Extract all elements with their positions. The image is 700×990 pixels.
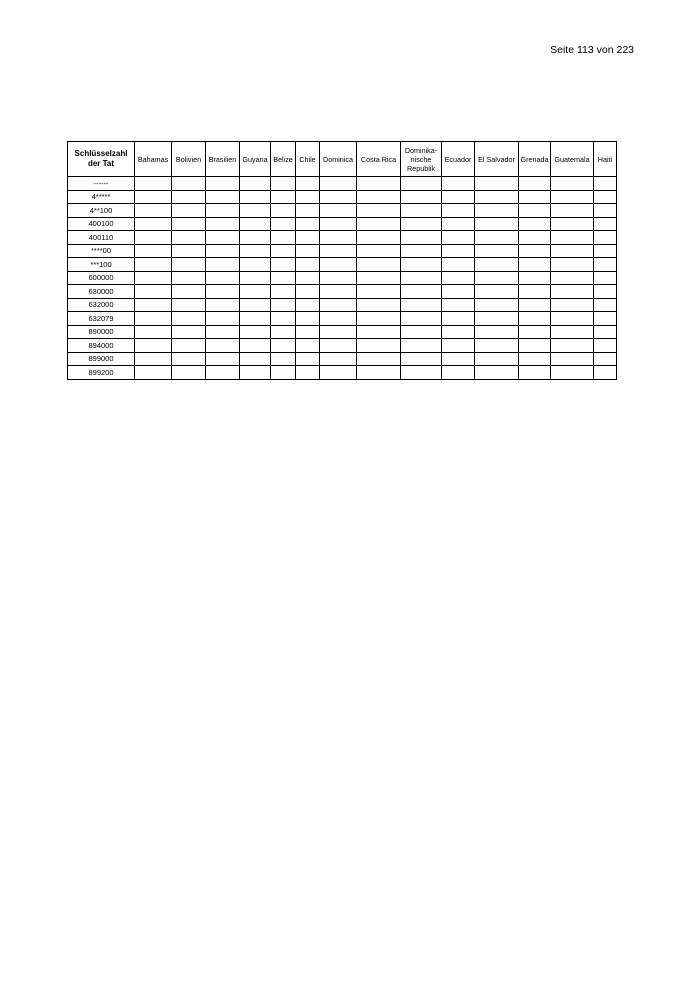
empty-cell: [206, 258, 240, 272]
empty-cell: [519, 312, 551, 326]
empty-cell: [172, 285, 206, 299]
empty-cell: [296, 190, 320, 204]
empty-cell: [271, 231, 296, 245]
key-number-cell: 899200: [68, 366, 135, 380]
empty-cell: [172, 217, 206, 231]
empty-cell: [551, 190, 594, 204]
empty-cell: [240, 258, 271, 272]
empty-cell: [172, 258, 206, 272]
country-column-header: Dominika-nische Republik: [401, 142, 442, 177]
empty-cell: [135, 312, 172, 326]
empty-cell: [442, 204, 475, 218]
country-column-header: Brasilien: [206, 142, 240, 177]
empty-cell: [401, 258, 442, 272]
key-number-cell: 4*****: [68, 190, 135, 204]
empty-cell: [172, 312, 206, 326]
empty-cell: [401, 298, 442, 312]
empty-cell: [594, 312, 617, 326]
empty-cell: [475, 177, 519, 191]
country-column-header: Haiti: [594, 142, 617, 177]
empty-cell: [551, 271, 594, 285]
empty-cell: [475, 244, 519, 258]
empty-cell: [320, 271, 357, 285]
key-number-cell: 400100: [68, 217, 135, 231]
empty-cell: [401, 285, 442, 299]
empty-cell: [594, 352, 617, 366]
empty-cell: [320, 312, 357, 326]
empty-cell: [401, 325, 442, 339]
empty-cell: [135, 339, 172, 353]
table-row: [68, 190, 617, 204]
empty-cell: [271, 339, 296, 353]
empty-cell: [135, 231, 172, 245]
empty-cell: [551, 231, 594, 245]
empty-cell: [240, 325, 271, 339]
country-column-header: Bolivien: [172, 142, 206, 177]
empty-cell: [357, 352, 401, 366]
empty-cell: [135, 244, 172, 258]
key-number-cell: 630000: [68, 285, 135, 299]
empty-cell: [551, 298, 594, 312]
empty-cell: [206, 352, 240, 366]
empty-cell: [172, 231, 206, 245]
empty-cell: [401, 271, 442, 285]
empty-cell: [271, 258, 296, 272]
key-number-cell: 632079: [68, 312, 135, 326]
empty-cell: [296, 352, 320, 366]
empty-cell: [594, 190, 617, 204]
table-row: [68, 177, 617, 191]
empty-cell: [296, 217, 320, 231]
empty-cell: [594, 231, 617, 245]
table-row: [68, 366, 617, 380]
empty-cell: [475, 285, 519, 299]
table-row: [68, 285, 617, 299]
empty-cell: [271, 190, 296, 204]
empty-cell: [320, 325, 357, 339]
empty-cell: [271, 244, 296, 258]
empty-cell: [475, 204, 519, 218]
empty-cell: [475, 190, 519, 204]
empty-cell: [594, 285, 617, 299]
empty-cell: [594, 177, 617, 191]
empty-cell: [320, 190, 357, 204]
empty-cell: [320, 339, 357, 353]
empty-cell: [519, 217, 551, 231]
key-number-cell: 632000: [68, 298, 135, 312]
empty-cell: [206, 285, 240, 299]
table-row: [68, 352, 617, 366]
empty-cell: [594, 271, 617, 285]
empty-cell: [551, 325, 594, 339]
empty-cell: [172, 244, 206, 258]
empty-cell: [442, 217, 475, 231]
empty-cell: [551, 352, 594, 366]
empty-cell: [172, 352, 206, 366]
empty-cell: [206, 366, 240, 380]
empty-cell: [551, 177, 594, 191]
empty-cell: [519, 190, 551, 204]
empty-cell: [401, 312, 442, 326]
country-column-header: Bahamas: [135, 142, 172, 177]
empty-cell: [519, 177, 551, 191]
empty-cell: [172, 271, 206, 285]
key-number-cell: ***100: [68, 258, 135, 272]
empty-cell: [240, 271, 271, 285]
empty-cell: [519, 204, 551, 218]
empty-cell: [357, 298, 401, 312]
empty-cell: [401, 244, 442, 258]
empty-cell: [357, 231, 401, 245]
empty-cell: [594, 204, 617, 218]
key-number-cell: 890000: [68, 325, 135, 339]
key-number-cell: ****00: [68, 244, 135, 258]
empty-cell: [206, 298, 240, 312]
empty-cell: [401, 352, 442, 366]
empty-cell: [442, 366, 475, 380]
empty-cell: [271, 177, 296, 191]
empty-cell: [551, 339, 594, 353]
empty-cell: [320, 285, 357, 299]
empty-cell: [442, 271, 475, 285]
empty-cell: [442, 339, 475, 353]
table-row: [68, 204, 617, 218]
empty-cell: [296, 325, 320, 339]
empty-cell: [594, 258, 617, 272]
empty-cell: [357, 190, 401, 204]
page-number: Seite 113 von 223: [550, 44, 634, 56]
empty-cell: [206, 312, 240, 326]
key-number-cell: 899000: [68, 352, 135, 366]
empty-cell: [357, 285, 401, 299]
empty-cell: [519, 244, 551, 258]
empty-cell: [401, 177, 442, 191]
empty-cell: [296, 204, 320, 218]
empty-cell: [271, 298, 296, 312]
empty-cell: [519, 298, 551, 312]
empty-cell: [519, 258, 551, 272]
empty-cell: [206, 190, 240, 204]
empty-cell: [271, 285, 296, 299]
empty-cell: [271, 204, 296, 218]
empty-cell: [320, 258, 357, 272]
empty-cell: [240, 312, 271, 326]
empty-cell: [551, 204, 594, 218]
empty-cell: [271, 352, 296, 366]
key-number-table: [67, 141, 617, 380]
empty-cell: [296, 231, 320, 245]
empty-cell: [442, 258, 475, 272]
empty-cell: [135, 271, 172, 285]
empty-cell: [296, 244, 320, 258]
empty-cell: [551, 258, 594, 272]
empty-cell: [594, 217, 617, 231]
empty-cell: [240, 298, 271, 312]
empty-cell: [594, 366, 617, 380]
empty-cell: [135, 325, 172, 339]
table-row: [68, 325, 617, 339]
empty-cell: [320, 204, 357, 218]
empty-cell: [240, 285, 271, 299]
empty-cell: [594, 325, 617, 339]
empty-cell: [475, 339, 519, 353]
empty-cell: [551, 285, 594, 299]
empty-cell: [135, 352, 172, 366]
country-column-header: El Salvador: [475, 142, 519, 177]
empty-cell: [320, 177, 357, 191]
empty-cell: [135, 190, 172, 204]
empty-cell: [271, 325, 296, 339]
empty-cell: [172, 325, 206, 339]
key-number-cell: 600000: [68, 271, 135, 285]
table-body: [68, 177, 617, 380]
empty-cell: [240, 217, 271, 231]
country-column-header: Ecuador: [442, 142, 475, 177]
empty-cell: [320, 298, 357, 312]
table-row: [68, 217, 617, 231]
empty-cell: [296, 258, 320, 272]
empty-cell: [296, 285, 320, 299]
empty-cell: [401, 217, 442, 231]
empty-cell: [475, 258, 519, 272]
key-number-cell: ------: [68, 177, 135, 191]
empty-cell: [475, 366, 519, 380]
table-row: [68, 258, 617, 272]
empty-cell: [401, 366, 442, 380]
country-column-header: Grenada: [519, 142, 551, 177]
empty-cell: [206, 217, 240, 231]
empty-cell: [442, 231, 475, 245]
empty-cell: [320, 244, 357, 258]
table-row: [68, 298, 617, 312]
empty-cell: [135, 177, 172, 191]
country-column-header: Dominica: [320, 142, 357, 177]
empty-cell: [551, 217, 594, 231]
empty-cell: [401, 231, 442, 245]
empty-cell: [357, 244, 401, 258]
empty-cell: [296, 366, 320, 380]
empty-cell: [519, 231, 551, 245]
empty-cell: [401, 339, 442, 353]
empty-cell: [271, 312, 296, 326]
empty-cell: [551, 312, 594, 326]
empty-cell: [206, 204, 240, 218]
empty-cell: [357, 204, 401, 218]
empty-cell: [519, 325, 551, 339]
empty-cell: [357, 325, 401, 339]
empty-cell: [135, 285, 172, 299]
empty-cell: [442, 285, 475, 299]
empty-cell: [296, 271, 320, 285]
empty-cell: [594, 339, 617, 353]
key-number-cell: 894000: [68, 339, 135, 353]
country-column-header: Belize: [271, 142, 296, 177]
table-row: [68, 271, 617, 285]
empty-cell: [206, 271, 240, 285]
empty-cell: [240, 244, 271, 258]
empty-cell: [475, 298, 519, 312]
empty-cell: [357, 271, 401, 285]
country-column-header: Guatemala: [551, 142, 594, 177]
empty-cell: [296, 339, 320, 353]
empty-cell: [475, 325, 519, 339]
empty-cell: [442, 298, 475, 312]
empty-cell: [240, 339, 271, 353]
empty-cell: [442, 190, 475, 204]
empty-cell: [442, 352, 475, 366]
table-row: [68, 339, 617, 353]
empty-cell: [357, 312, 401, 326]
empty-cell: [271, 366, 296, 380]
empty-cell: [135, 217, 172, 231]
empty-cell: [442, 312, 475, 326]
empty-cell: [320, 231, 357, 245]
empty-cell: [271, 271, 296, 285]
empty-cell: [240, 352, 271, 366]
empty-cell: [206, 231, 240, 245]
empty-cell: [357, 339, 401, 353]
empty-cell: [475, 231, 519, 245]
empty-cell: [357, 366, 401, 380]
empty-cell: [551, 366, 594, 380]
empty-cell: [519, 352, 551, 366]
empty-cell: [475, 271, 519, 285]
empty-cell: [401, 190, 442, 204]
table-row: [68, 312, 617, 326]
empty-cell: [551, 244, 594, 258]
empty-cell: [172, 366, 206, 380]
key-column-header: Schlüsselzahl der Tat: [68, 142, 135, 177]
empty-cell: [442, 177, 475, 191]
empty-cell: [240, 231, 271, 245]
empty-cell: [135, 366, 172, 380]
empty-cell: [357, 258, 401, 272]
table-row: [68, 244, 617, 258]
empty-cell: [442, 325, 475, 339]
empty-cell: [240, 190, 271, 204]
table-header-row: [68, 142, 617, 177]
empty-cell: [320, 217, 357, 231]
empty-cell: [357, 217, 401, 231]
empty-cell: [594, 244, 617, 258]
empty-cell: [475, 312, 519, 326]
empty-cell: [135, 298, 172, 312]
empty-cell: [240, 204, 271, 218]
empty-cell: [172, 204, 206, 218]
empty-cell: [519, 339, 551, 353]
empty-cell: [206, 325, 240, 339]
country-column-header: Guyana: [240, 142, 271, 177]
empty-cell: [206, 244, 240, 258]
empty-cell: [320, 366, 357, 380]
table-row: [68, 231, 617, 245]
empty-cell: [519, 271, 551, 285]
empty-cell: [271, 217, 296, 231]
empty-cell: [135, 204, 172, 218]
empty-cell: [172, 339, 206, 353]
empty-cell: [172, 177, 206, 191]
empty-cell: [519, 285, 551, 299]
key-number-cell: 400110: [68, 231, 135, 245]
empty-cell: [320, 352, 357, 366]
country-column-header: Chile: [296, 142, 320, 177]
empty-cell: [240, 366, 271, 380]
empty-cell: [594, 298, 617, 312]
empty-cell: [442, 244, 475, 258]
empty-cell: [135, 258, 172, 272]
empty-cell: [357, 177, 401, 191]
empty-cell: [296, 177, 320, 191]
empty-cell: [401, 204, 442, 218]
empty-cell: [206, 339, 240, 353]
empty-cell: [475, 217, 519, 231]
empty-cell: [475, 352, 519, 366]
key-number-cell: 4**100: [68, 204, 135, 218]
empty-cell: [296, 312, 320, 326]
empty-cell: [240, 177, 271, 191]
country-column-header: Costa Rica: [357, 142, 401, 177]
empty-cell: [296, 298, 320, 312]
empty-cell: [206, 177, 240, 191]
empty-cell: [172, 298, 206, 312]
empty-cell: [172, 190, 206, 204]
empty-cell: [519, 366, 551, 380]
